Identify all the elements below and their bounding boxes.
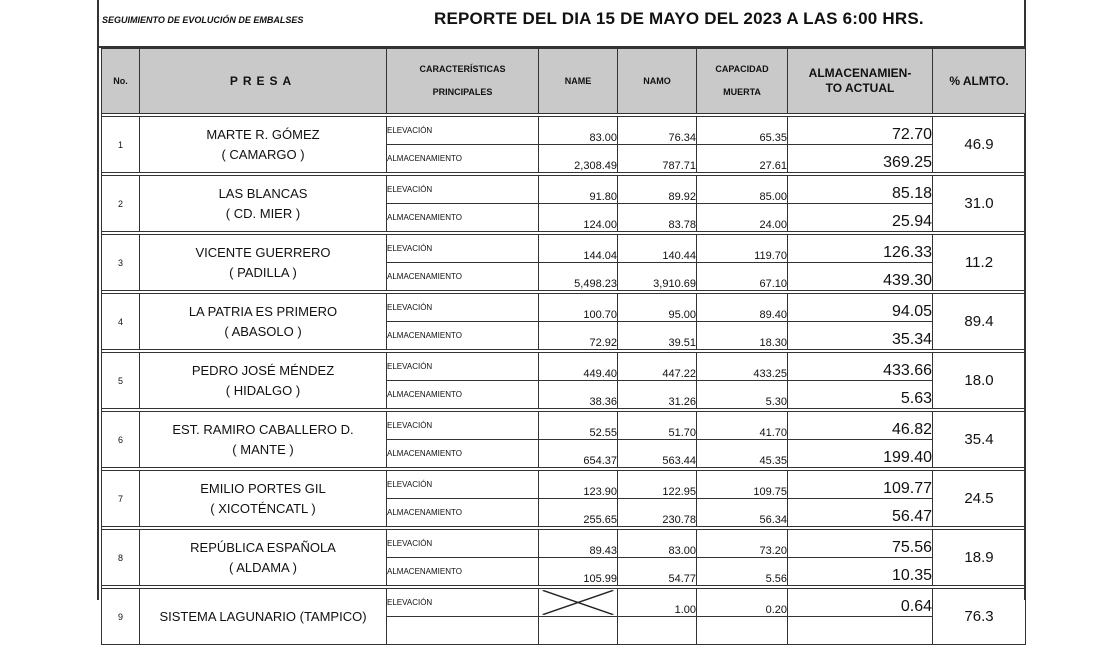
name-value: 105.99 — [539, 558, 618, 586]
dam-name-line1: EMILIO PORTES GIL — [200, 480, 326, 496]
characteristic-almacenamiento: ALMACENAMIENTO — [387, 558, 539, 586]
namo-value: 787.71 — [618, 145, 697, 173]
dam-name-line2: ( MANTE ) — [232, 441, 294, 457]
table-row-elevacion — [102, 589, 1026, 617]
dam-number: 5 — [102, 353, 140, 409]
namo-value — [618, 617, 697, 645]
namo-value: 54.77 — [618, 558, 697, 586]
namo-value: 39.51 — [618, 322, 697, 350]
capacidad-muerta-value: 56.34 — [697, 499, 788, 527]
name-value: 52.55 — [539, 412, 618, 440]
namo-value: 89.92 — [618, 176, 697, 204]
table-row-elevacion — [102, 353, 1026, 381]
name-value: 124.00 — [539, 204, 618, 232]
porcentaje-almacenamiento: 18.9 — [933, 530, 1026, 586]
dam-name-line1: REPÚBLICA ESPAÑOLA — [190, 539, 336, 555]
dam-name-line1: LAS BLANCAS — [218, 185, 308, 201]
namo-value: 447.22 — [618, 353, 697, 381]
dam-number: 2 — [102, 176, 140, 232]
col-header-caracteristicas-line2: PRINCIPALES — [432, 87, 493, 97]
name-value: 123.90 — [539, 471, 618, 499]
namo-value: 122.95 — [618, 471, 697, 499]
col-header-no: No. — [102, 49, 140, 114]
characteristic-elevacion: ELEVACIÓN — [387, 176, 539, 204]
almacenamiento-actual-value: 109.77 — [788, 471, 933, 499]
dam-name-line2: ( ALDAMA ) — [229, 559, 297, 575]
dam-name — [140, 412, 387, 468]
characteristic-almacenamiento: ALMACENAMIENTO — [387, 322, 539, 350]
almacenamiento-actual-value: 126.33 — [788, 235, 933, 263]
name-value: 91.80 — [539, 176, 618, 204]
report-subtitle: SEGUIMIENTO DE EVOLUCIÓN DE EMBALSES — [102, 15, 304, 25]
name-value: 83.00 — [539, 117, 618, 145]
characteristic-almacenamiento: ALMACENAMIENTO — [387, 499, 539, 527]
col-header-caracteristicas — [387, 49, 539, 114]
capacidad-muerta-value: 89.40 — [697, 294, 788, 322]
almacenamiento-actual-value: 5.63 — [788, 381, 933, 409]
characteristic-almacenamiento: ALMACENAMIENTO — [387, 381, 539, 409]
col-header-porcentaje: % ALMTO. — [933, 49, 1026, 114]
dam-number: 6 — [102, 412, 140, 468]
characteristic-almacenamiento — [387, 617, 539, 645]
name-value-crossed — [539, 589, 618, 617]
table-header-row — [102, 49, 1026, 114]
namo-value: 95.00 — [618, 294, 697, 322]
namo-value: 83.78 — [618, 204, 697, 232]
characteristic-almacenamiento: ALMACENAMIENTO — [387, 145, 539, 173]
porcentaje-almacenamiento: 18.0 — [933, 353, 1026, 409]
table-row-elevacion — [102, 294, 1026, 322]
table-row-elevacion — [102, 530, 1026, 558]
name-value: 89.43 — [539, 530, 618, 558]
characteristic-elevacion: ELEVACIÓN — [387, 353, 539, 381]
report-sheet — [97, 0, 1026, 625]
report-title: REPORTE DEL DIA 15 DE MAYO DEL 2023 A LAS 6:00 HRS. — [434, 9, 924, 28]
characteristic-almacenamiento: ALMACENAMIENTO — [387, 440, 539, 468]
name-value: 2,308.49 — [539, 145, 618, 173]
name-value: 654.37 — [539, 440, 618, 468]
dam-number: 4 — [102, 294, 140, 350]
almacenamiento-actual-value: 56.47 — [788, 499, 933, 527]
dam-name-line2: ( PADILLA ) — [229, 264, 297, 280]
almacenamiento-actual-value: 94.05 — [788, 294, 933, 322]
namo-value: 31.26 — [618, 381, 697, 409]
namo-value: 230.78 — [618, 499, 697, 527]
dam-name — [140, 530, 387, 586]
almacenamiento-actual-value: 25.94 — [788, 204, 933, 232]
namo-value: 76.34 — [618, 117, 697, 145]
almacenamiento-actual-value — [788, 617, 933, 645]
porcentaje-almacenamiento: 89.4 — [933, 294, 1026, 350]
namo-value: 140.44 — [618, 235, 697, 263]
dam-name — [140, 294, 387, 350]
porcentaje-almacenamiento: 46.9 — [933, 117, 1026, 173]
capacidad-muerta-value: 119.70 — [697, 235, 788, 263]
reservoir-table — [101, 48, 1026, 645]
col-header-name: NAME — [539, 49, 618, 114]
name-value: 5,498.23 — [539, 263, 618, 291]
table-row-elevacion — [102, 471, 1026, 499]
dam-name — [140, 471, 387, 527]
almacenamiento-actual-value: 0.64 — [788, 589, 933, 617]
capacidad-muerta-value: 85.00 — [697, 176, 788, 204]
dam-number: 8 — [102, 530, 140, 586]
capacidad-muerta-value: 67.10 — [697, 263, 788, 291]
dam-name — [140, 589, 387, 645]
dam-name-line1: EST. RAMIRO CABALLERO D. — [172, 421, 354, 437]
characteristic-elevacion: ELEVACIÓN — [387, 471, 539, 499]
characteristic-elevacion: ELEVACIÓN — [387, 117, 539, 145]
characteristic-elevacion: ELEVACIÓN — [387, 235, 539, 263]
namo-value: 563.44 — [618, 440, 697, 468]
cross-mark-icon — [539, 589, 617, 616]
almacenamiento-actual-value: 199.40 — [788, 440, 933, 468]
dam-number: 3 — [102, 235, 140, 291]
dam-number: 9 — [102, 589, 140, 645]
porcentaje-almacenamiento: 31.0 — [933, 176, 1026, 232]
table-row-elevacion — [102, 117, 1026, 145]
characteristic-elevacion: ELEVACIÓN — [387, 530, 539, 558]
namo-value: 1.00 — [618, 589, 697, 617]
capacidad-muerta-value: 5.56 — [697, 558, 788, 586]
capacidad-muerta-value: 73.20 — [697, 530, 788, 558]
capacidad-muerta-value: 5.30 — [697, 381, 788, 409]
dam-name — [140, 117, 387, 173]
almacenamiento-actual-value: 439.30 — [788, 263, 933, 291]
table-row-elevacion — [102, 235, 1026, 263]
col-header-almacenamiento-line1: ALMACENAMIEN- — [808, 66, 912, 80]
name-value: 100.70 — [539, 294, 618, 322]
capacidad-muerta-value: 45.35 — [697, 440, 788, 468]
almacenamiento-actual-value: 75.56 — [788, 530, 933, 558]
porcentaje-almacenamiento: 35.4 — [933, 412, 1026, 468]
porcentaje-almacenamiento: 11.2 — [933, 235, 1026, 291]
name-value: 72.92 — [539, 322, 618, 350]
report-header — [99, 0, 1024, 48]
col-header-almacenamiento-line2: TO ACTUAL — [825, 81, 895, 95]
dam-name-line2: ( CAMARGO ) — [221, 146, 305, 162]
porcentaje-almacenamiento: 76.3 — [933, 589, 1026, 645]
col-header-capacidad-line1: CAPACIDAD — [715, 64, 769, 74]
capacidad-muerta-value: 65.35 — [697, 117, 788, 145]
col-header-namo: NAMO — [618, 49, 697, 114]
almacenamiento-actual-value: 369.25 — [788, 145, 933, 173]
table-row-elevacion — [102, 176, 1026, 204]
capacidad-muerta-value: 109.75 — [697, 471, 788, 499]
capacidad-muerta-value: 27.61 — [697, 145, 788, 173]
characteristic-elevacion: ELEVACIÓN — [387, 294, 539, 322]
capacidad-muerta-value: 41.70 — [697, 412, 788, 440]
characteristic-almacenamiento: ALMACENAMIENTO — [387, 263, 539, 291]
name-value — [539, 617, 618, 645]
dam-name-line1: PEDRO JOSÉ MÉNDEZ — [191, 362, 335, 378]
capacidad-muerta-value: 24.00 — [697, 204, 788, 232]
dam-name — [140, 353, 387, 409]
col-header-capacidad — [697, 49, 788, 114]
dam-name — [140, 235, 387, 291]
almacenamiento-actual-value: 433.66 — [788, 353, 933, 381]
almacenamiento-actual-value: 46.82 — [788, 412, 933, 440]
dam-name-line1: VICENTE GUERRERO — [195, 244, 331, 260]
porcentaje-almacenamiento: 24.5 — [933, 471, 1026, 527]
col-header-caracteristicas-line1: CARACTERÍSTICAS — [419, 64, 506, 74]
namo-value: 83.00 — [618, 530, 697, 558]
capacidad-muerta-value: 18.30 — [697, 322, 788, 350]
col-header-presa: PRESA — [140, 49, 387, 114]
name-value: 255.65 — [539, 499, 618, 527]
capacidad-muerta-value: 433.25 — [697, 353, 788, 381]
dam-name-line1: SISTEMA LAGUNARIO (TAMPICO) — [159, 608, 367, 624]
capacidad-muerta-value — [697, 617, 788, 645]
dam-name-line2: ( HIDALGO ) — [225, 382, 301, 398]
characteristic-almacenamiento: ALMACENAMIENTO — [387, 204, 539, 232]
namo-value: 51.70 — [618, 412, 697, 440]
name-value: 144.04 — [539, 235, 618, 263]
namo-value: 3,910.69 — [618, 263, 697, 291]
almacenamiento-actual-value: 85.18 — [788, 176, 933, 204]
capacidad-muerta-value: 0.20 — [697, 589, 788, 617]
dam-name-line2: ( XICOTÉNCATL ) — [210, 500, 316, 516]
almacenamiento-actual-value: 35.34 — [788, 322, 933, 350]
col-header-almacenamiento — [788, 49, 933, 114]
dam-name-line1: LA PATRIA ES PRIMERO — [188, 303, 338, 319]
almacenamiento-actual-value: 10.35 — [788, 558, 933, 586]
dam-name-line2: ( ABASOLO ) — [224, 323, 302, 339]
characteristic-elevacion: ELEVACIÓN — [387, 412, 539, 440]
almacenamiento-actual-value: 72.70 — [788, 117, 933, 145]
dam-name — [140, 176, 387, 232]
name-value: 38.36 — [539, 381, 618, 409]
table-row-elevacion — [102, 412, 1026, 440]
dam-name-line2: ( CD. MIER ) — [225, 205, 301, 221]
characteristic-elevacion: ELEVACIÓN — [387, 589, 539, 617]
name-value: 449.40 — [539, 353, 618, 381]
col-header-capacidad-line2: MUERTA — [723, 87, 761, 97]
dam-number: 7 — [102, 471, 140, 527]
dam-number: 1 — [102, 117, 140, 173]
dam-name-line1: MARTE R. GÓMEZ — [206, 126, 320, 142]
